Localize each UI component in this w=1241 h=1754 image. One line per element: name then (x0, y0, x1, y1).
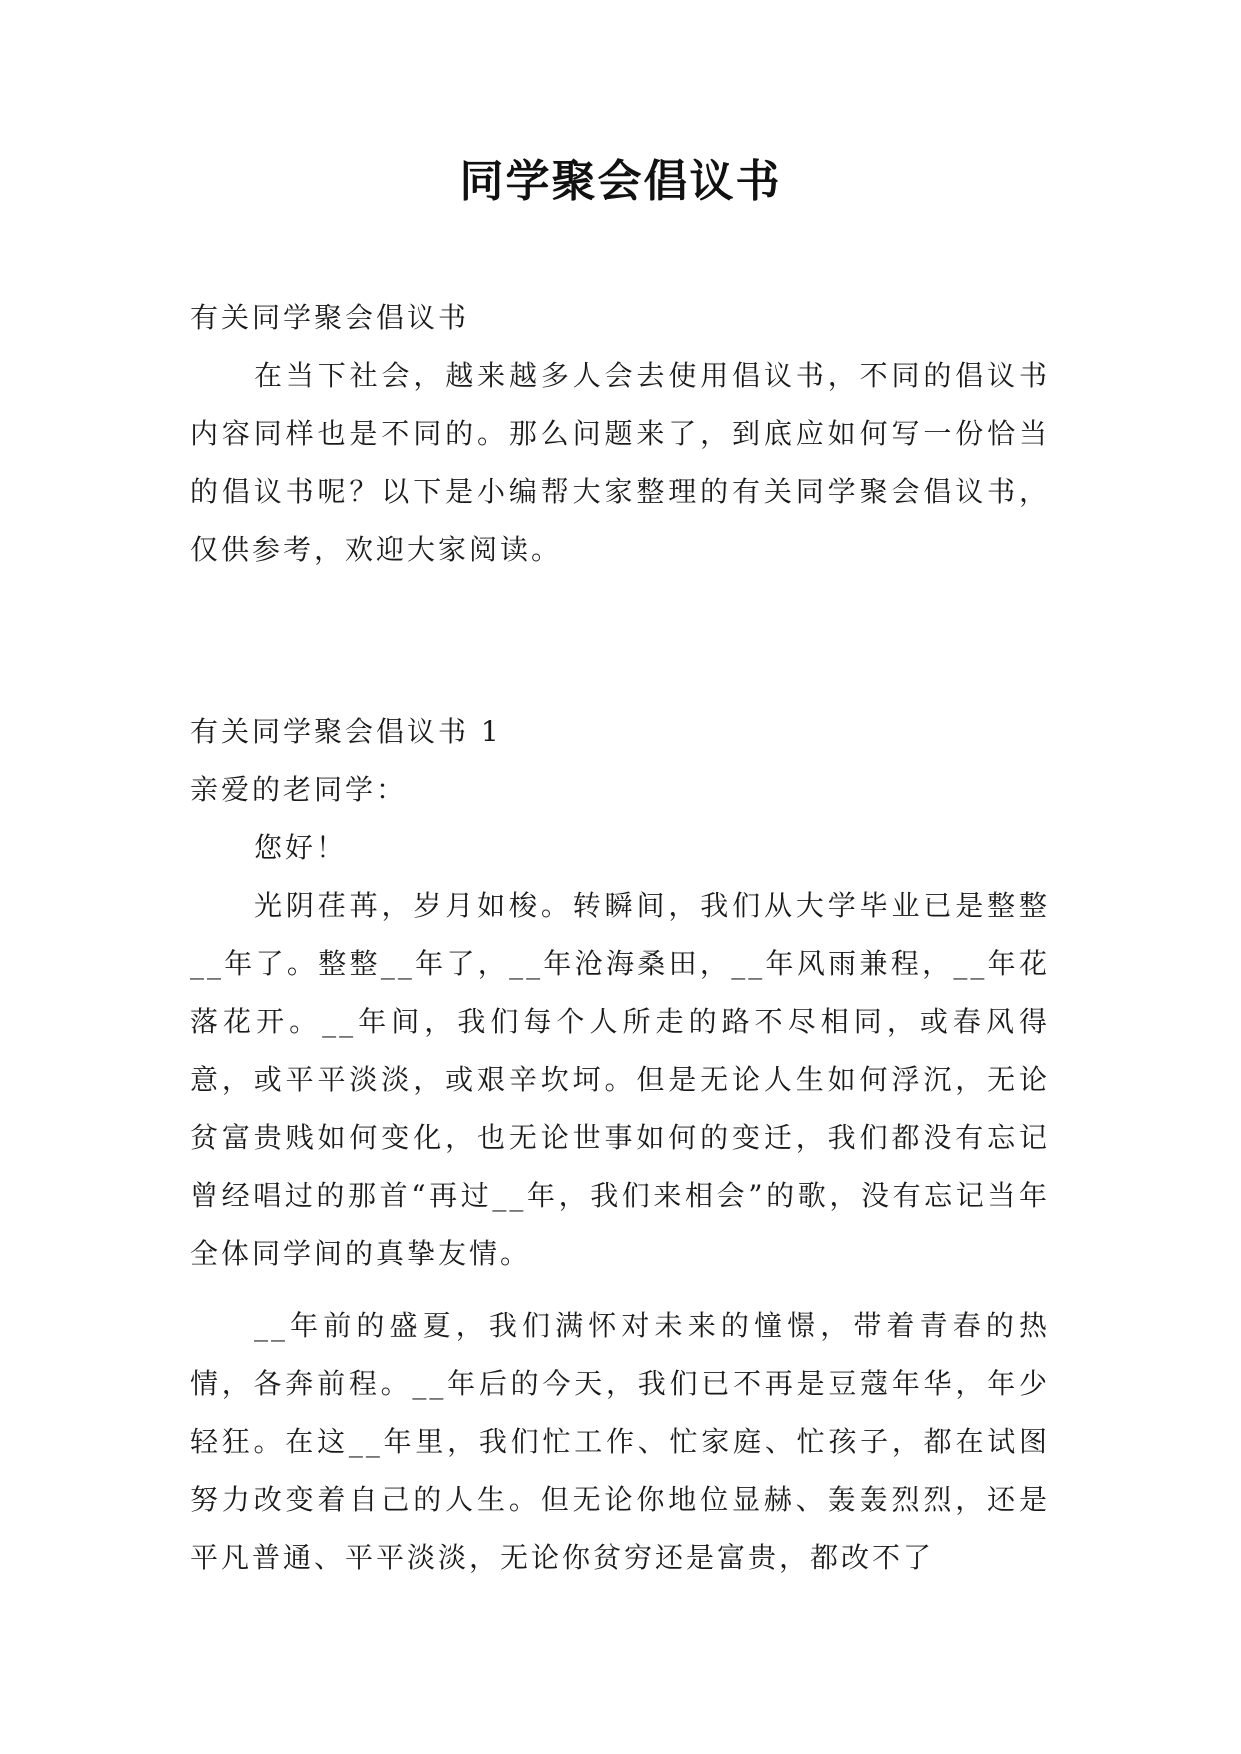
intro-paragraph: 在当下社会，越来越多人会去使用倡议书，不同的倡议书内容同样也是不同的。那么问题来了，到底应如何写一份恰当的倡议书呢？以下是小编帮大家整理的有关同学聚会倡议书，仅供参考，欢迎大家阅读。 (190, 359, 1050, 566)
section-heading: 有关同学聚会倡议书 1 (190, 715, 502, 748)
body-paragraph: 光阴荏苒，岁月如梭。转瞬间，我们从大学毕业已是整整__年了。整整__年了，__年沧海桑田，__年风雨兼程，__年花落花开。__年间，我们每个人所走的路不尽相同，或春风得意，或平平淡淡，或艰辛坎坷。但是无论人生如何浮沉，无论贫富贵贱如何变化，也无论世事如何的变迁，我们都没有忘记曾经唱过的那首“再过__年，我们来相会”的歌，没有忘记当年全体同学间的真挚友情。 (190, 889, 1050, 1270)
section-spacer (190, 579, 1050, 703)
document-subtitle: 有关同学聚会倡议书 (190, 301, 470, 334)
salutation: 亲爱的老同学： (190, 773, 408, 806)
greeting: 您好！ (254, 831, 348, 864)
document-body (190, 289, 1050, 1587)
page-title: 同学聚会倡议书 (459, 156, 782, 207)
body-paragraph: __年前的盛夏，我们满怀对未来的憧憬，带着青春的热情，各奔前程。__年后的今天，我们已不再是豆蔻年华，年少轻狂。在这__年里，我们忙工作、忙家庭、忙孩子，都在试图努力改变着自己的人生。但无论你地位显赫、轰轰烈烈，还是平凡普通、平平淡淡，无论你贫穷还是富贵，都改不了 (190, 1309, 1050, 1574)
